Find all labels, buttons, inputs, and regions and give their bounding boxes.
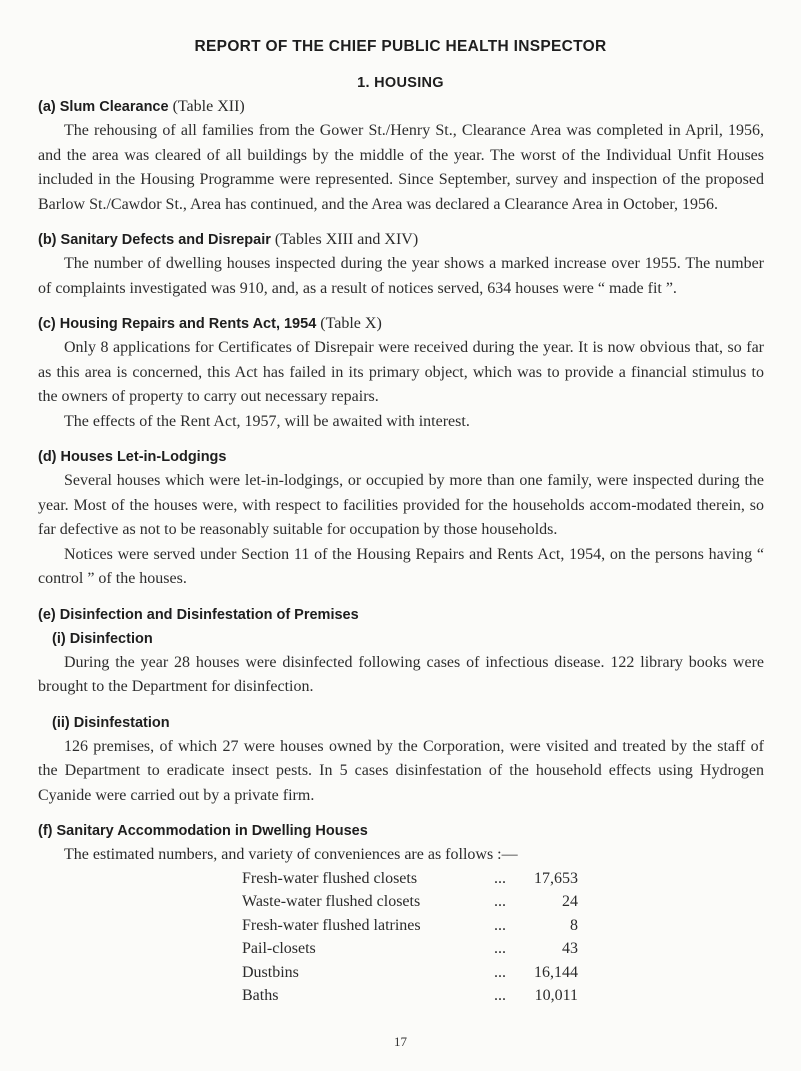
table-row xyxy=(242,893,764,917)
subsection-c-title: (c) Housing Repairs and Rents Act, 1954 xyxy=(38,316,317,332)
row-value: 17,653 xyxy=(534,869,578,887)
subsection-d-title: (d) Houses Let-in-Lodgings xyxy=(38,449,227,465)
row-dots: ... xyxy=(494,987,506,1004)
subsection-c-heading xyxy=(38,312,764,336)
subsection-e-ii-title: (ii) Disinfestation xyxy=(52,714,170,731)
subsection-e-ii-text: 126 premises, of which 27 were houses owned by the Corporation, were visited and treated by the staff of the Department to eradicate insect pests. In 5 cases disinfestation of the household effects using Hydrogen Cyanide were carried out by a private firm. xyxy=(38,737,764,804)
subsection-e-ii-heading xyxy=(38,711,764,735)
row-label: Fresh-water flushed latrines xyxy=(242,916,421,934)
row-label: Fresh-water flushed closets xyxy=(242,869,418,887)
row-dots: ... xyxy=(494,963,506,981)
row-value: 10,011 xyxy=(534,987,578,1004)
row-dots: ... xyxy=(494,893,506,910)
subsection-d-text-2: Notices were served under Section 11 of the Housing Repairs and Rents Act, 1954, on the persons having “ control ” of the houses. xyxy=(38,545,764,587)
subsection-a-title: (a) Slum Clearance xyxy=(38,99,169,115)
subsection-f-intro: The estimated numbers, and variety of conveniences are as follows :— xyxy=(64,846,518,863)
row-label: Pail-closets xyxy=(242,940,316,957)
row-dots: ... xyxy=(494,940,506,957)
table-row xyxy=(242,940,764,964)
row-label: Baths xyxy=(242,987,279,1004)
subsection-b-heading xyxy=(38,228,764,252)
row-value: 16,144 xyxy=(534,963,578,981)
table-row xyxy=(242,964,764,988)
subsection-c-text-1: Only 8 applications for Certificates of Disrepair were received during the year. It is now obvious that, so far as this area is concerned, this Act has failed in its primary object, which was to provide a financial stimulus to the owners of property to carry out necessary repairs. xyxy=(38,339,764,405)
subsection-e-i-title: (i) Disinfection xyxy=(52,630,153,647)
subsection-f-heading xyxy=(38,819,764,843)
row-value: 8 xyxy=(570,916,578,934)
row-label: Dustbins xyxy=(242,963,299,981)
section-title: 1. HOUSING xyxy=(357,75,444,91)
subsection-a-ref: (Table XII) xyxy=(172,98,245,115)
row-value: 43 xyxy=(562,940,578,957)
subsection-f-title: (f) Sanitary Accommodation in Dwelling Houses xyxy=(38,823,368,839)
table-row xyxy=(242,917,764,941)
subsection-e-i-text: During the year 28 houses were disinfected following cases of infectious disease. 122 library books were brought to the Department for disinfection. xyxy=(38,653,764,695)
subsection-c-text-2: The effects of the Rent Act, 1957, will be awaited with interest. xyxy=(64,412,470,430)
report-title: REPORT OF THE CHIEF PUBLIC HEALTH INSPECTOR xyxy=(194,38,607,55)
subsection-b-title: (b) Sanitary Defects and Disrepair xyxy=(38,232,271,248)
subsection-d-heading xyxy=(38,445,764,469)
subsection-c-ref: (Table X) xyxy=(320,315,382,332)
table-row xyxy=(242,987,764,1011)
row-dots: ... xyxy=(494,869,506,887)
subsection-a-heading xyxy=(38,95,764,119)
row-dots: ... xyxy=(494,916,506,934)
subsection-e-i-heading xyxy=(38,627,764,651)
subsection-e-title: (e) Disinfection and Disinfestation of Premises xyxy=(38,606,359,623)
subsection-b-text: The number of dwelling houses inspected during the year shows a marked increase over 1955. The number of complaints investigated was 910, and, as a result of notices served, 634 houses were “ made fit ”. xyxy=(38,255,764,297)
conveniences-table xyxy=(242,870,764,1011)
subsection-d-text-1: Several houses which were let-in-lodgings, or occupied by more than one family, were inspected during the year. Most of the houses were, with respect to facilities provided for the households accom-modated therein, so far defective as not to be reasonably suitable for occupation by those households. xyxy=(38,472,764,538)
row-value: 24 xyxy=(562,893,578,910)
subsection-a-text: The rehousing of all families from the Gower St./Henry St., Clearance Area was completed in April, 1956, and the area was cleared of all buildings by the middle of the year. The worst of the Individual Unfit Houses included in the Housing Programme were represented. Since September, survey and inspection of the proposed Barlow St./Cawdor St., Area has continued, and the Area was declared a Clearance Area in October, 1956. xyxy=(38,122,764,213)
page-number: 17 xyxy=(394,1034,407,1049)
subsection-b-ref: (Tables XIII and XIV) xyxy=(274,231,419,248)
subsection-e-heading xyxy=(38,603,764,627)
row-label: Waste-water flushed closets xyxy=(242,893,421,910)
table-row xyxy=(242,870,764,894)
report-body xyxy=(38,95,764,1011)
